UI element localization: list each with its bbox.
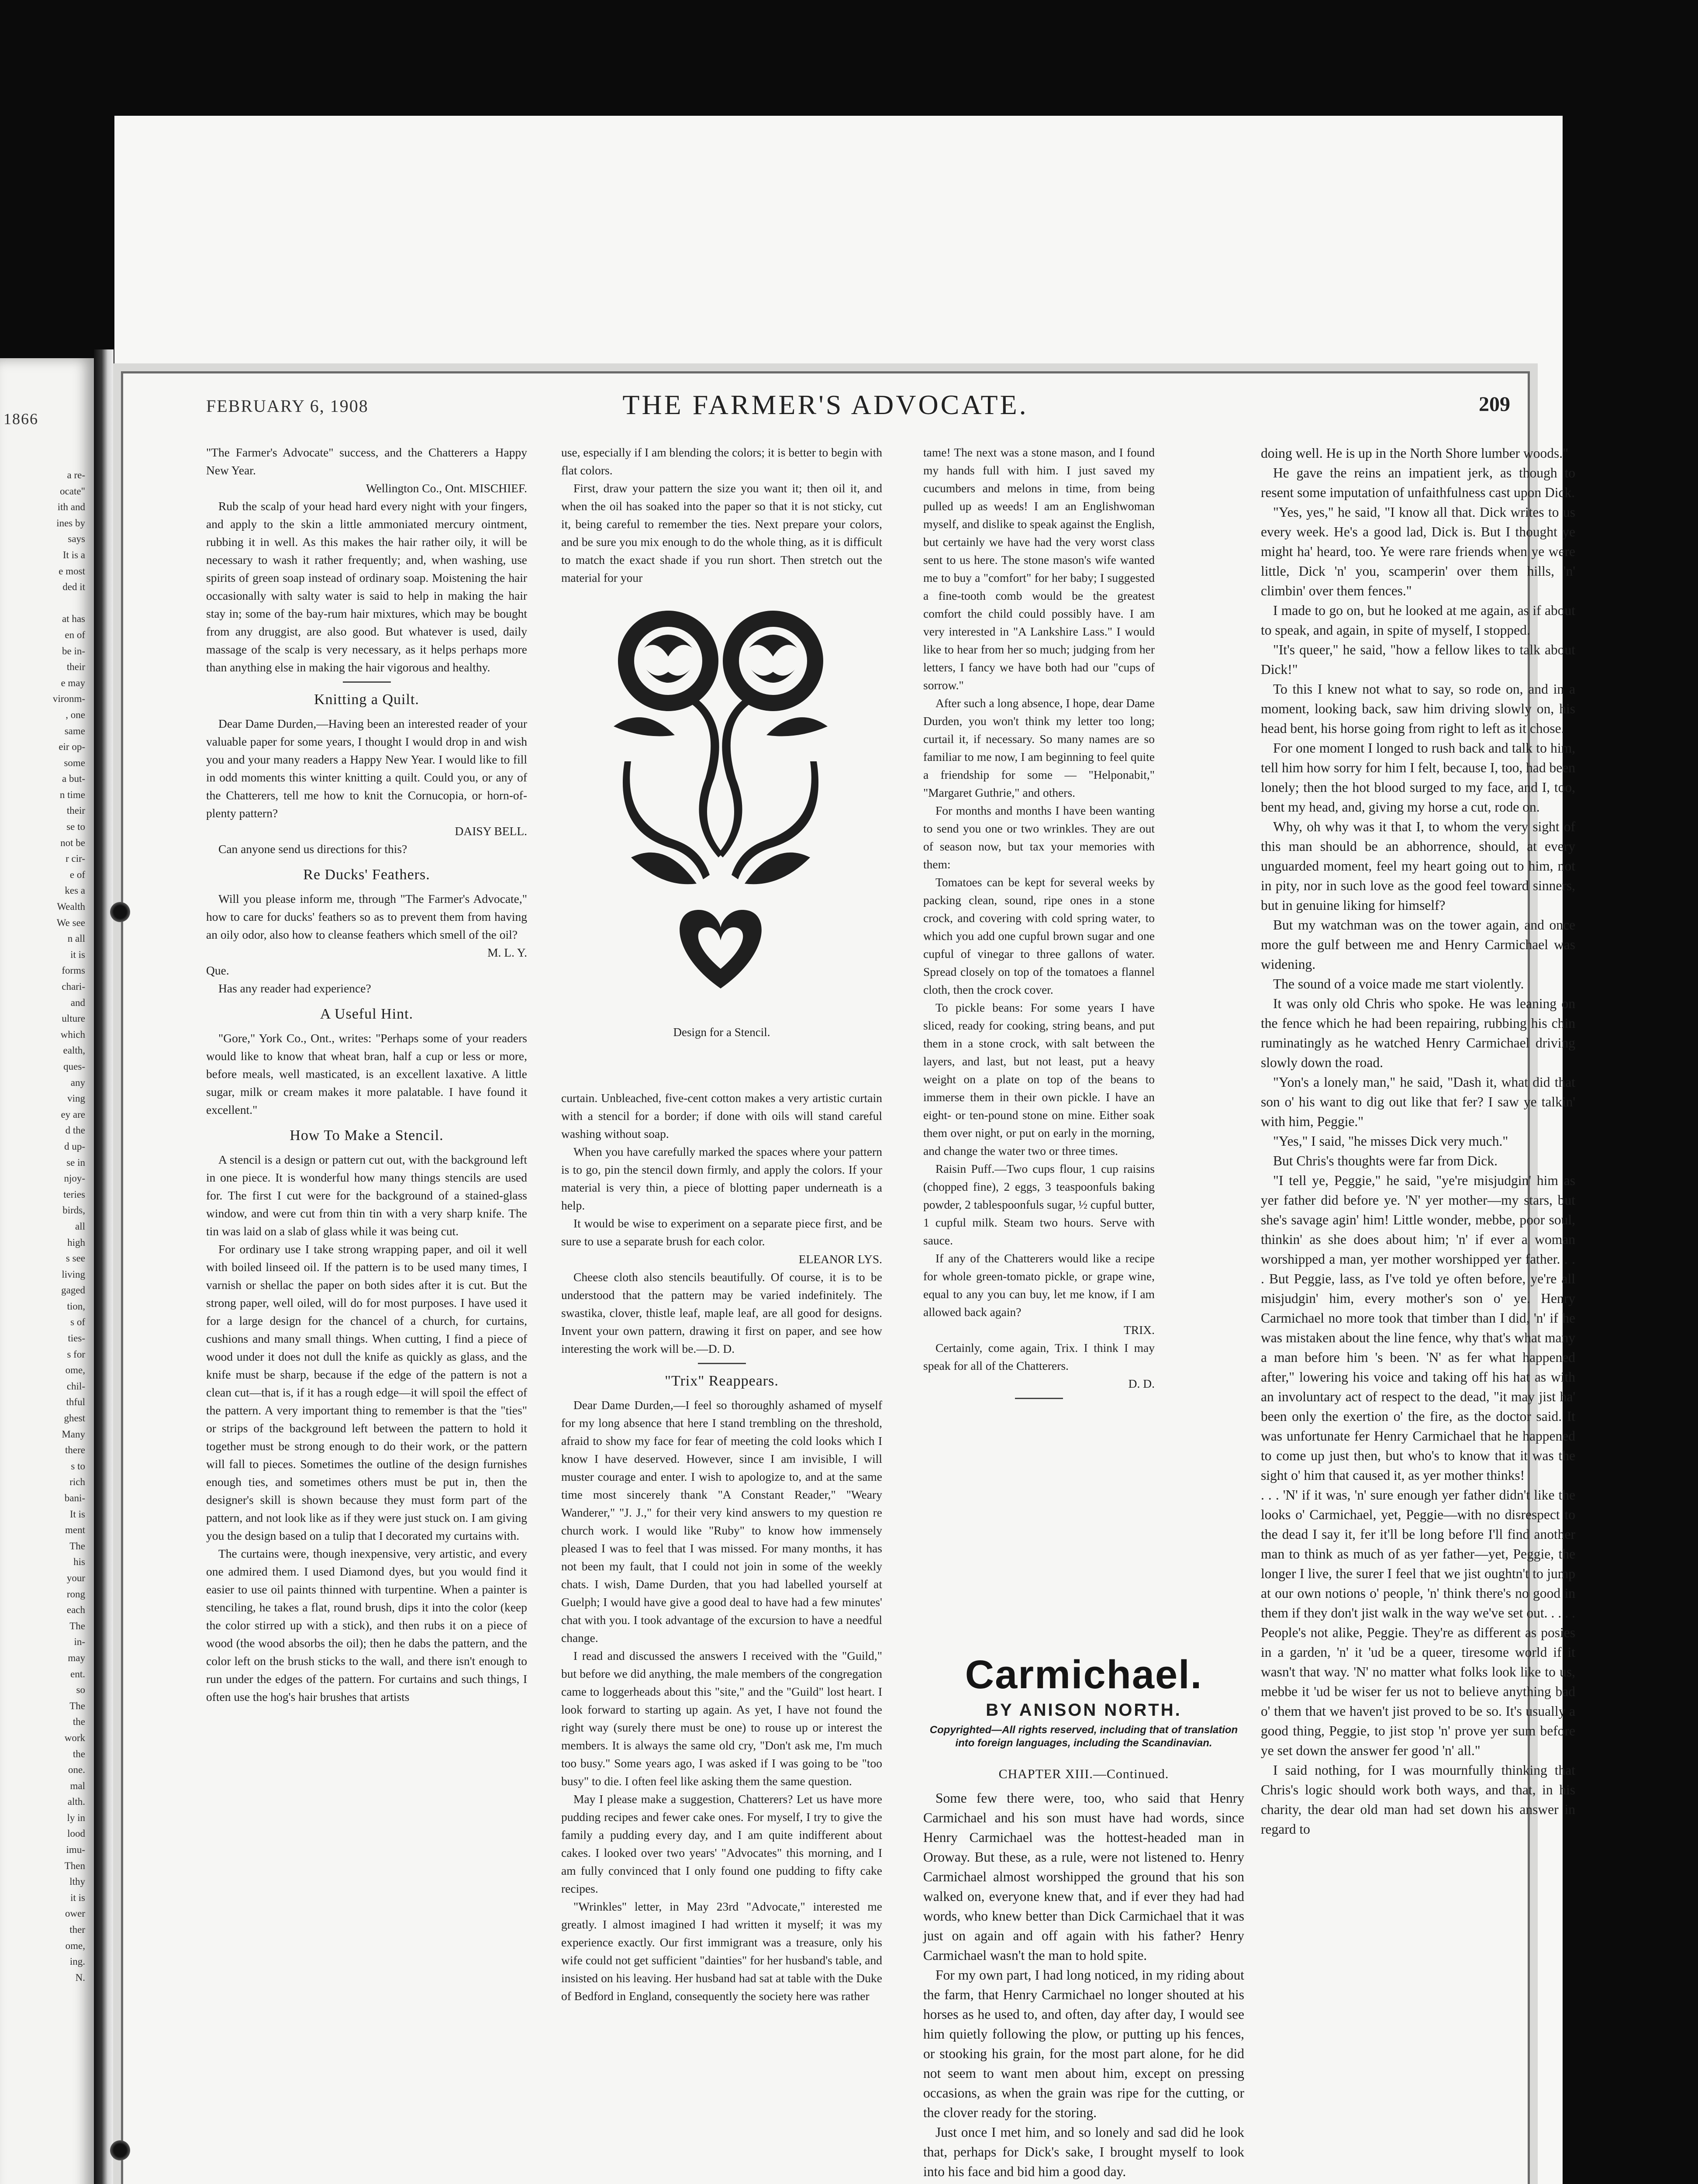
previous-page-fragment: tion,	[67, 1300, 85, 1312]
ducks-letter: Will you please inform me, through "The Farmer's Advocate," how to care for ducks' feathers so as to prevent them from having an oily odor, also how to cleanse feathers which smell of the oil?	[206, 892, 527, 941]
previous-page-fragment: says	[68, 533, 85, 545]
previous-page-fragment: se in	[66, 1157, 85, 1168]
previous-page-fragment: rich	[69, 1476, 85, 1488]
previous-page-fragment: It is a	[62, 549, 85, 560]
story-author: BY ANISON NORTH.	[986, 1700, 1182, 1720]
previous-page-fragment: Then	[64, 1860, 85, 1871]
previous-page-fragment: We see	[56, 917, 85, 928]
previous-page-fragment: it is	[70, 1892, 85, 1903]
stencil-paragraph-1: A stencil is a design or pattern cut out, with the background left in one piece. It is wonderful how many things stencils are used for. The first I cut were for the background of a stained-glass window, and were cut from thin tin with a very sharp knife. The tin was laid on a slab of glass while it was being cut.	[206, 1153, 527, 1238]
trix-continued: tame! The next was a stone mason, and I found my hands full with him. I just saved my cucumbers and melons in time, from being pulled up as weeds! I am an Englishwoman myself, and dislike to speak against the English, but certainly we have had the very worst class sent to us here. The stone mason's wife wanted me to buy a "comfort" for her baby; I suggested a fine-tooth comb would be the greatest comfort the child could possibly have. I am very interested in "A Lankshire Lass." I would like to hear from her so much; judging from her letters, I fancy we have both had our "cups of sorrow."	[923, 446, 1155, 692]
previous-page-fragment: n all	[67, 933, 85, 944]
story-paragraph-24: I said nothing, for I was mournfully thinking that Chris's logic should work both ways, and that, in his charity, the dear old man had set down his answer in regard to	[1261, 1762, 1575, 1837]
story-paragraph-4	[923, 2181, 1244, 2184]
previous-page-fragment: en of	[65, 629, 85, 640]
previous-page-fragment: ome,	[65, 1940, 85, 1951]
figure-caption: Design for a Stencil.	[673, 1026, 770, 1039]
previous-page-fragment: the	[72, 1716, 85, 1728]
previous-page-fragment: the	[72, 1748, 85, 1759]
page-header	[123, 384, 1528, 437]
trix-paragraph-4: "Wrinkles" letter, in May 23rd "Advocate," interested me greatly. I almost imagined I had written it myself; it was my experience exactly. Our first immigrant was a treasure, only his wife could not get sufficient "dainties" for her husband's table, and insisted on his leaving. Her husband had sat at table with the Duke of Bedford in England, consequently the society here was rather	[561, 1900, 882, 2003]
story-header	[923, 1640, 1244, 1755]
previous-page-fragment: Many	[62, 1428, 85, 1440]
previous-page-fragment: ith and	[57, 501, 85, 513]
previous-page-fragment: ent.	[70, 1668, 85, 1679]
previous-page-fragment: The	[69, 1620, 85, 1631]
binding-hole-bottom	[110, 2140, 130, 2160]
stencil-signature: ELEANOR LYS.	[798, 1252, 882, 1266]
trix-paragraph-7: Tomatoes can be kept for several weeks by packing clean, sound, ripe ones in a stone crock, and covering with cold spring water, to which you add one cupful brown sugar and one cupful of vinegar to three gallons of water. Spread closely on top of the tomatoes a flannel cloth, then the crock cover.	[923, 875, 1155, 996]
previous-page-fragment: each	[66, 1604, 85, 1616]
stencil-paragraph-2: For ordinary use I take strong wrapping paper, and oil it well with boiled linseed oil. If the pattern is to be used many times, I varnish or shellac the paper on both sides after it is cut. But the strong paper, well oiled, will do for most purposes. I have used it for a large design for the chancel of a church, for curtains, cushions and many small things. When cutting, I find a piece of wood under it does not dull the knife as quickly as glass, and the knife must be sharp, because if the edge of the pattern is not a clean cut—that is, if it has a rough edge—it will spoil the effect of the pattern. A very important thing to remember is that the "ties" or strips of the background left between the pattern to hold it together must be strong enough to do their work, or the pattern will fall to pieces. Sometimes the outline of the design furnishes enough ties, and sometimes others must be put in, then the designer's skill is shown because they must form part of the pattern, and not look like as if they were just stuck on. I am giving you the design based on a tulip that I decorated my curtains with.	[206, 1242, 527, 1542]
previous-page-fragment: their	[66, 661, 85, 673]
column-2	[561, 443, 882, 2005]
previous-page-fragment: ties-	[68, 1333, 85, 1344]
previous-page-fragment: there	[65, 1444, 85, 1456]
previous-page-fragment: vironm-	[52, 693, 85, 705]
previous-page-fragment: d the	[65, 1125, 85, 1136]
stencil-figure	[561, 587, 882, 1089]
section-rule	[698, 1363, 746, 1364]
previous-page-fragment: The	[69, 1540, 85, 1552]
stencil-paragraph-4: First, draw your pattern the size you want it; then oil it, and when the oil has soaked into the paper so that it is not sticky, cut it, being careful to remember the ties. Next prepare your colors, and be sure you mix enough to do the whole thing, as it is difficult to match the exact shade if you run short. Then stretch out the material for your	[561, 481, 882, 584]
previous-page-fragment: eir op-	[59, 741, 85, 753]
previous-page-fragment: , one	[66, 709, 85, 720]
previous-page-fragment: It is	[69, 1508, 85, 1520]
previous-page-fragment: chil-	[66, 1380, 85, 1392]
previous-page-fragment: not be	[60, 837, 85, 848]
ducks-heading: Re Ducks' Feathers.	[303, 867, 430, 883]
binding-hole-top	[110, 902, 130, 922]
ducks-reply: Has any reader had experience?	[218, 981, 371, 995]
hint-heading: A Useful Hint.	[320, 1006, 414, 1022]
previous-page-fragment: ving	[67, 1093, 85, 1104]
previous-page-fragment: ocate"	[60, 485, 85, 497]
editor-reply: Certainly, come again, Trix. I think I may speak for all of the Chatterers.	[923, 1341, 1155, 1372]
trix-paragraph-3: May I please make a suggestion, Chatterers? Let us have more pudding recipes and fewer cake ones. For myself, I try to give the family a pudding every day, and I am quite indifferent about cakes. I looked over two years' "Advocates" this morning, and I am fully convinced that I only found one pudding to fifty cake recipes.	[561, 1792, 882, 1895]
column-3	[923, 443, 1155, 1404]
previous-page-fragment: teries	[63, 1189, 85, 1200]
previous-page-fragment: your	[66, 1572, 85, 1583]
previous-page-fragment: his	[73, 1556, 85, 1568]
story-paragraph-2: For my own part, I had long noticed, in my riding about the farm, that Henry Carmichael no longer shouted at his horses as he used to, and often, day after day, I would see him quietly following the plow, or putting up his fences, or stooking his grain, for the most part alone, for he did not seem to want men about him, except on pressing occasions, as when the grain was ripe for the cutting, or the clover ready for the storing.	[923, 1967, 1244, 2120]
previous-page-fragment: ded it	[62, 581, 85, 593]
previous-page-fragment: N.	[75, 1972, 85, 1983]
previous-page-fragment: it is	[70, 949, 85, 960]
stencil-paragraph-3: The curtains were, though inexpensive, very artistic, and every one admired them. I used Diamond dyes, but you would find it easier to use oil paints thinned with turpentine. When a painter is stenciling, he takes a flat, round brush, dips it into the color (keep the color stirred up with a stick), and then rubs it on a piece of wood (the wood absorbs the oil); then he dabs the pattern, and the color left on the brush sticks to the wall, and there isn't enough to run under the edges of the pattern. For curtains and such things, I often use the hog's hair brushes that artists	[206, 1547, 527, 1704]
previous-page-fragment: gaged	[61, 1285, 85, 1296]
previous-page-fragment: mal	[70, 1780, 85, 1791]
previous-page-fragment: in-	[74, 1636, 85, 1648]
previous-page-edge	[0, 358, 94, 2184]
intro-text: "The Farmer's Advocate" success, and the Chatterers a Happy New Year.	[206, 446, 527, 477]
story-title: Carmichael.	[965, 1652, 1203, 1697]
previous-page-fragment: lthy	[69, 1876, 85, 1887]
previous-page-fragment: lood	[67, 1828, 85, 1839]
previous-page-text	[11, 467, 85, 1986]
editor-note: Cheese cloth also stencils beautifully. Of course, it is to be understood that the pattern may be varied indefinitely. The swastika, clover, thistle leaf, maple leaf, are all good for designs. Invent your own pattern, drawing it first on paper, and see how interesting the work will be.—D. D.	[561, 1270, 882, 1355]
previous-page-fragment: r cir-	[66, 853, 85, 864]
previous-page-fragment: one.	[68, 1764, 85, 1776]
previous-page-fragment: any	[70, 1077, 85, 1088]
previous-page-fragment: alth.	[67, 1796, 85, 1807]
quilt-signature: DAISY BELL.	[455, 824, 527, 838]
ducks-signature: M. L. Y.	[487, 946, 527, 959]
trix-paragraph-1: Dear Dame Durden,—I feel so thoroughly ashamed of myself for my long absence that here I stand trembling on the threshold, afraid to show my face for fear of meeting the cold looks which I know I have deserved. However, since I am invisible, I will muster courage and enter. I wish to apologize to, and at the same time most sincerely thank "A Constant Reader," "Weary Wanderer," "J. J.," for their very kind answers to my question re church work. I would like "Ruby" to know how immensely pleased I was to feel that I was missed. For many months, it has not been my fault, that I could not join in some of the weekly chats. I wish, Dame Durden, that you had labelled yourself at Guelph; I would have give a good deal to have had a few minutes' chat with you. I took advantage of the excursion to have a needful change.	[561, 1398, 882, 1645]
previous-page-fragment: thful	[66, 1396, 85, 1408]
stencil-paragraph-6: When you have carefully marked the spaces where your pattern is to go, pin the stencil down firmly, and apply the colors. If your material is very thin, a piece of blotting paper underneath is a help.	[561, 1145, 882, 1212]
previous-page-fragment: and	[70, 997, 85, 1008]
previous-page-fragment: birds,	[62, 1205, 85, 1216]
stencil-design-illustration	[605, 595, 836, 997]
story-paragraph-11: I made to go on, but he looked at me again, as if about to speak, and again, in spite of myself, I stopped.	[1261, 603, 1575, 638]
previous-page-fragment: chari-	[62, 981, 85, 992]
stencil-paragraph-5: curtain. Unbleached, five-cent cotton makes a very artistic curtain with a stencil for a border; if done with oils will stand careful washing without soap.	[561, 1091, 882, 1140]
previous-page-fragment: ey are	[61, 1109, 85, 1120]
hint-text: "Gore," York Co., Ont., writes: "Perhaps some of your readers would like to know that wheat bran, half a cup or less or more, before meals, well masticated, is an excellent laxative. A little sugar, milk or cream makes it more palatable. I have found it excellent."	[206, 1031, 527, 1116]
previous-page-fragment: may	[68, 1652, 85, 1663]
previous-page-fragment: high	[67, 1237, 85, 1248]
quilt-heading: Knitting a Quilt.	[314, 691, 419, 708]
intro-signature: Wellington Co., Ont. MISCHIEF.	[366, 481, 527, 495]
story-paragraph-14: For one moment I longed to rush back and talk to him, tell him how sorry for him I felt, because I, too, had been lonely; then the hot blood surged to my face, and I, too, bent my head, and, giving my horse a cut, rode on.	[1261, 740, 1575, 815]
previous-page-fragment: e of	[69, 869, 85, 880]
section-rule	[343, 681, 391, 683]
previous-page-fragment: ome,	[65, 1365, 85, 1376]
previous-page-fragment: ulture	[62, 1013, 85, 1024]
previous-page-fragment: ques-	[63, 1061, 85, 1072]
trix-paragraph-5: After such a long absence, I hope, dear Dame Durden, you won't think my letter too long; curtail it, if necessary. So many names are so familiar to me now, I am beginning to feel quite a friendship for some — "Helponabit," "Margaret Guthrie," and others.	[923, 696, 1155, 799]
story-paragraph-8: doing well. He is up in the North Shore lumber woods."	[1261, 446, 1569, 461]
previous-page-fragment: s for	[67, 1348, 85, 1360]
trix-signature: TRIX.	[1123, 1323, 1155, 1337]
stencil-paragraph-7: It would be wise to experiment on a separate piece first, and be sure to use a separate brush for each color.	[561, 1216, 882, 1248]
trix-heading: "Trix" Reappears.	[665, 1373, 779, 1389]
book-binding	[94, 349, 114, 2184]
trix-paragraph-2: I read and discussed the answers I received with the "Guild," but before we did anything, the male members of the congregation came to loggerheads about this "site," and the "Guild" lost heart. I look forward to starting up again. As yet, I have not found the right way (surely there must be one) to rouse up or interest the members. It is always the same old cry, "Don't ask me, I'm much too busy." Some years ago, I was asked if I was going to be "too busy" to die. I often feel like asking them the same question.	[561, 1649, 882, 1788]
trix-paragraph-8: To pickle beans: For some years I have sliced, ready for cooking, string beans, and put them in a stone crock, with salt between the layers, and last, but not least, put a heavy weight on a plate on top of the beans to immerse them in their own pickle. I have an eight- or ten-pound stone on mine. Either soak them over night, or put on early in the morning, and change the water two or three times.	[923, 1001, 1155, 1158]
previous-page-fragment: living	[62, 1268, 85, 1280]
previous-page-fragment: ing.	[69, 1956, 85, 1967]
previous-page-fragment: at has	[62, 613, 85, 625]
previous-page-fragment: which	[60, 1029, 85, 1040]
previous-page-fragment: same	[64, 725, 85, 736]
previous-page-fragment: their	[66, 805, 85, 816]
previous-page-fragment: a but-	[62, 773, 85, 784]
previous-page-fragment: e most	[59, 565, 85, 577]
story-chapter: CHAPTER XIII.—Continued.	[998, 1767, 1169, 1781]
previous-page-fragment: njoy-	[64, 1173, 85, 1184]
previous-page-fragment: s to	[71, 1460, 85, 1472]
trix-paragraph-9: If any of the Chatterers would like a recipe for whole green-tomato pickle, or grape wine, equal to any you can buy, let me know, if I am allowed back again?	[923, 1251, 1155, 1319]
page-area	[121, 371, 1575, 2184]
trix-paragraph-6: For months and months I have been wanting to send you one or two wrinkles. They are out of season now, but tax your memories with them:	[923, 804, 1155, 871]
issue-date: FEBRUARY 6, 1908	[206, 396, 369, 416]
story-paragraph-13: To this I knew not what to say, so rode on, and in a moment, looking back, saw him driving slowly on, his head bent, his horse going from right to left as it chose.	[1261, 681, 1575, 736]
story-paragraph-15: Why, oh why was it that I, to whom the very sight of this man should be an abhorrence, should, at every unguarded moment, feel my heart going out to him, not in pity, nor in such love as the good feel toward sinners, but in genuine liking for himself?	[1261, 819, 1575, 913]
previous-page-fragment: ther	[69, 1924, 85, 1935]
previous-page-fragment: work	[64, 1732, 85, 1743]
story-paragraph-21: But Chris's thoughts were far from Dick.	[1273, 1153, 1498, 1168]
section-rule	[1015, 1398, 1063, 1399]
story-paragraph-12: "It's queer," he said, "how a fellow likes to talk about Dick!"	[1261, 642, 1575, 677]
story-paragraph-9: He gave the reins an impatient jerk, as though to resent some imputation of unfaithfulness cast upon Dick.	[1261, 465, 1575, 500]
story-paragraph-22: "I tell ye, Peggie," he said, "ye're misjudgin' him as yer father did before ye. 'N' yer mother—my stars, but she's savage agin' him! Little wonder, mebbe, poor soul, thinkin' as she does about him; 'n' if ever a woman worshipped a man, yer mother worshipped yer father. . . . But Peggie, lass, as I've told ye often before, ye're all misjudgin' him, every mother's son o' ye. Henry Carmichael no more took that timber than I did, 'n' if he was mistaken about the line fence, why that's what many a man before him 's been. 'N' as fer what happened after," lowering his voice and taking off his hat as with an involuntary act of respect to the dead, "it may jist ha' been only the exertion o' the fire, as the doctor said. It was unfortunate fer Henry Carmichael that he happened to come up just then, but who's to know that it was the sight o' him that caused it, as yer mother thinks!	[1261, 1173, 1575, 1483]
newspaper-page	[114, 116, 1575, 2184]
previous-page-fragment: e may	[61, 677, 85, 688]
previous-page-fragment: imu-	[66, 1844, 85, 1856]
previous-page-fragment: so	[76, 1684, 85, 1696]
previous-page-fragment: ines by	[56, 517, 85, 529]
story-paragraph-20: "Yes," I said, "he misses Dick very much."	[1273, 1133, 1508, 1149]
stencil-continued: use, especially if I am blending the colors; it is better to begin with flat colors.	[561, 446, 882, 477]
quilt-letter: Dear Dame Durden,—Having been an interested reader of your valuable paper for some years, I thought I would drop in and wish you and your many readers a Happy New Year. I would like to fill in odd moments this winter knitting a quilt. Could you, or any of the Chatterers, tell me how to knit the Cornucopia, or horn-of-plenty pattern?	[206, 717, 527, 820]
story-paragraph-16: But my watchman was on the tower again, and once more the gulf between me and Henry Carmichael was widening.	[1261, 917, 1575, 972]
masthead-title: THE FARMER'S ADVOCATE.	[622, 389, 1028, 420]
story-paragraph-23: . . . 'N' if it was, 'n' sure enough yer father didn't like the looks o' Carmichael, yet, Peggie—with no disrespect to the dead I say it, fer it'll be long before I'll find another man to think as much of as yer father—yet, Peggie, the longer I live, the surer I feel that we jist oughtn't to jump at our own notions o' people, 'n' think there's no good in them if they don't jist walk in the way we've set out. . . . . People's not alike, Peggie. They're as different as posies in a garden, 'n' it 'ud be a queer, tiresome world if it wasn't that way. 'N' no matter what folks look like to us, mebbe it 'ud be wiser fer us not to believe anything bad o' them that we haven't jist proved to be so. It's usually a good thing, Peggie, to jist stop 'n' prove yer sum before ye set down the answer fer good 'n' all."	[1261, 1487, 1575, 1758]
previous-page-header: 1866	[3, 410, 38, 428]
previous-page-fragment: all	[75, 1220, 85, 1232]
story-paragraph-19: "Yon's a lonely man," he said, "Dash it, what did that son o' his want to dig out like that fer? I saw ye talkin' with him, Peggie."	[1261, 1075, 1575, 1129]
trix-recipe: Raisin Puff.—Two cups flour, 1 cup raisins (chopped fine), 2 eggs, 3 teaspoonfuls baking powder, 2 tablespoonfuls sugar, ½ cupful butter, 1 cupful milk. Steam two hours. Serve with sauce.	[923, 1162, 1155, 1247]
previous-page-fragment: se to	[66, 821, 85, 833]
previous-page-fragment: a re-	[67, 470, 85, 480]
previous-page-fragment: n time	[59, 789, 85, 800]
previous-page-fragment: forms	[62, 965, 85, 976]
ducks-place: Que.	[206, 964, 229, 977]
previous-page-fragment: ealth,	[63, 1045, 85, 1056]
previous-page-fragment: Wealth	[57, 901, 85, 912]
previous-page-fragment: s see	[66, 1253, 85, 1264]
stencil-heading: How To Make a Stencil.	[290, 1127, 444, 1144]
previous-page-fragment	[11, 595, 85, 612]
previous-page-fragment: bani-	[64, 1493, 85, 1503]
previous-page-fragment: be in-	[62, 645, 85, 657]
hair-reply: Rub the scalp of your head hard every night with your fingers, and apply to the skin a little ammoniated mercury ointment, rubbing it in well. As this makes the hair rather oily, it will be necessary to wash it rather frequently; and, when washing, use spirits of green soap instead of ordinary soap. Moistening the hair occasionally with salty water is said to help in making the hair stay in; some of the bay-rum hair mixtures, which may be bought from any druggist, are also good. But whatever is used, daily massage of the scalp is very necessary, as it helps perhaps more than anything else in making the hair vigorous and healthy.	[206, 499, 527, 674]
editor-signature: D. D.	[1128, 1377, 1155, 1390]
previous-page-fragment: ghest	[64, 1413, 85, 1424]
story-column-1	[923, 1762, 1244, 2184]
story-paragraph-3: Just once I met him, and so lonely and sad did he look that, perhaps for Dick's sake, I brought myself to look into his face and bid him a good day.	[923, 2125, 1244, 2179]
column-1	[206, 443, 527, 1706]
previous-page-fragment: ly in	[67, 1812, 85, 1823]
previous-page-fragment: ment	[65, 1524, 85, 1536]
previous-page-fragment: The	[69, 1700, 85, 1711]
previous-page-fragment: some	[64, 757, 85, 768]
quilt-reply: Can anyone send us directions for this?	[218, 842, 407, 856]
story-paragraph-1: Some few there were, too, who said that Henry Carmichael and his son must have had words, since Henry Carmichael was the hottest-headed man in Oroway. But these, as a rule, were not listened to. Henry Carmichael almost worshipped the ground that his son walked on, everyone knew that, and if ever they had had words, who knew better than Dick Carmichael that it was just on again and off again with his father? Henry Carmichael wasn't the man to hold spite.	[923, 1790, 1244, 1963]
story-paragraph-10: "Yes, yes," he said, "I know all that. Dick writes to us every week. He's a good lad, Dick is. But I thought ye might ha' heard, too. Ye were rare friends when ye were little, Dick 'n' you, scamperin' over them hills, 'n' climbin' over them fences."	[1261, 505, 1575, 598]
previous-page-fragment: s of	[70, 1317, 85, 1328]
previous-page-fragment: d up-	[64, 1140, 85, 1152]
page-number: 209	[1479, 393, 1510, 416]
column-4	[1261, 443, 1575, 1839]
story-copyright: Copyrighted—All rights reserved, including that of translation into foreign languages, including the Scandinavian.	[929, 1724, 1238, 1749]
story-paragraph-17: The sound of a voice made me start violently.	[1273, 976, 1524, 992]
previous-page-fragment: kes a	[65, 885, 85, 896]
previous-page-fragment: rong	[66, 1588, 85, 1600]
previous-page-fragment: ower	[65, 1908, 85, 1919]
story-paragraph-18: It was only old Chris who spoke. He was leaning on the fence which he had been repairing, rubbing his chin ruminatingly as he watched Henry Carmichael driving slowly down the road.	[1261, 996, 1575, 1070]
